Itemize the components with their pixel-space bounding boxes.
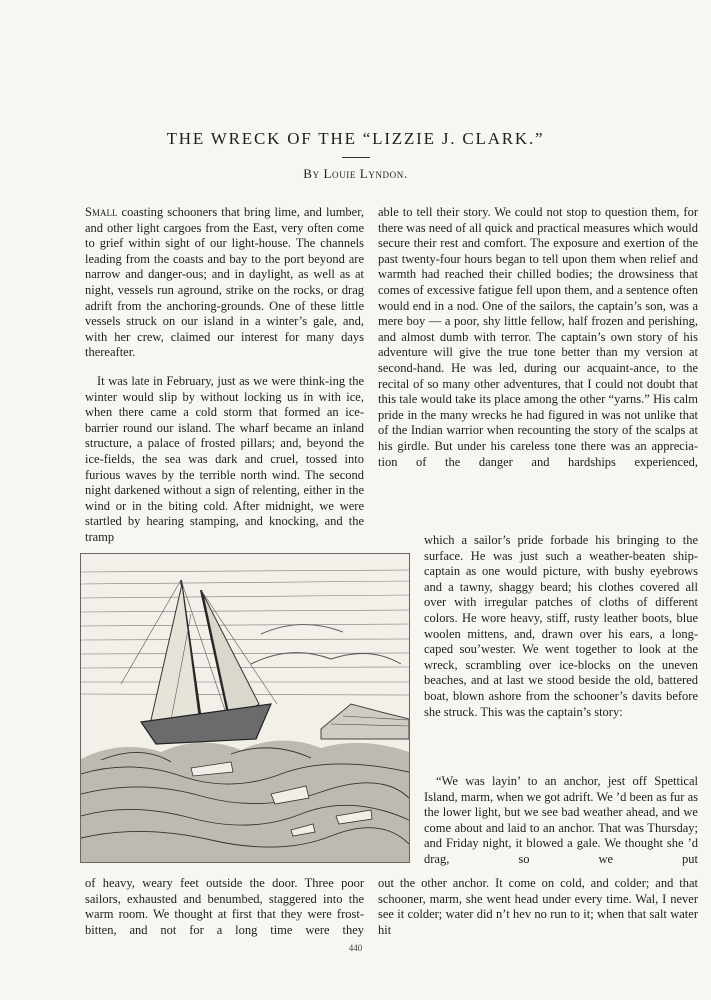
shipwreck-illustration xyxy=(80,553,410,863)
paragraph-3-side: “We was layin’ to an anchor, jest off Spettical Island, marm, when we got adrift. We ’d been as fur as the lower light, but we see bad weather ahead, and we come about and laid to an anchor. That was Thursday; and Friday night, it blowed a gale. We thought she ’d drag, so we put xyxy=(424,774,698,866)
paragraph-1 xyxy=(85,205,364,361)
byline xyxy=(0,166,711,182)
paragraph-1-text: coasting schooners that bring lime, and lumber, and other light cargoes from the East, very often come to grief within sight of our light-house. The channels leading from the coasts and bay to the port beyond are narrow and danger-ous; and in daylight, as well as at night, vessels run aground, strike on the rocks, or drag adrift from the anchoring-grounds. One of these little vessels struck on our island in a winter’s gale, and, with her crew, claimed our interest for many days thereafter. xyxy=(85,205,365,360)
paragraph-3-bottom: out the other anchor. It come on cold, and colder; and that schooner, marm, she went head under every time. Wal, I never see it colder; water did n’t hev no run to it; when that salt water hit xyxy=(378,876,698,937)
paragraph-2-col1: It was late in February, just as we were think-ing the winter would slip by without locking us in with ice, when there came a cold storm that formed an ice-barrier round our island. The wharf became an inland structure, a palace of frosted pillars; and, beyond the ice-fields, the sea was dark and cruel, tossed into furious waves by the terrible north wind. The second night darkened without a sign of relenting, either in the wind or in the biting cold. After midnight, we were startled by hearing stamping, and knocking, and the tramp xyxy=(85,374,364,544)
title-rule xyxy=(342,157,370,158)
drop-lead: Small xyxy=(85,205,118,219)
paragraph-2-col2-side: which a sailor’s pride forbade his bringing to the surface. He was just such a weather-beaten ship-captain as one would picture, with bushy eyebrows and a tawny, shaggy beard; his clothes covered all over with irregular patches of cloths of different colors. He wore heavy, stiff, rusty leather boots, blue woolen mittens, and, drawn over his ears, a long-caped sou’wester. We went together to look at the wreck, scrambling over ice-blocks on the uneven beaches, and at last we stood beside the old, battered boat, blown ashore from the schooner’s davits before she struck. This was the captain’s story: xyxy=(424,533,698,719)
paragraph-2-bottom: of heavy, weary feet outside the door. Three poor sailors, exhausted and benumbed, staggered into the warm room. We thought at first that they were frost-bitten, and not for a long time were they xyxy=(85,876,364,937)
schooner-engraving xyxy=(81,554,409,862)
article-title: THE WRECK OF THE “LIZZIE J. CLARK.” xyxy=(166,129,545,148)
page-number: 440 xyxy=(348,943,363,953)
paragraph-2-col2-top: able to tell their story. We could not stop to question them, for there was need of all quick and practical measures which would secure their rest and comfort. The exposure and exertion of the past twenty-four hours began to tell upon them when relief and warmth had reached their chilled bodies; the drowsiness that comes of excessive fatigue fell upon them, and a sentence often would end in a nod. One of the sailors, the captain’s son, was a mere boy — a poor, shy little fellow, half frozen and perishing, and almost dumb with terror. The captain’s own story of his adventure will give the true tone better than my version at second-hand. He was led, during our acquaint-ance, to the recital of so many other adventures, that I could not doubt that this tale would take its place among the other “yarns.” His calm pride in the many wrecks he had figured in was not unlike that of the Indian warrior when recounting the story of the scalps at his girdle. But under his careless tone there was an apprecia-tion of the danger and hardships experienced, xyxy=(378,205,698,469)
author-name: By Louie Lyndon. xyxy=(303,166,408,181)
